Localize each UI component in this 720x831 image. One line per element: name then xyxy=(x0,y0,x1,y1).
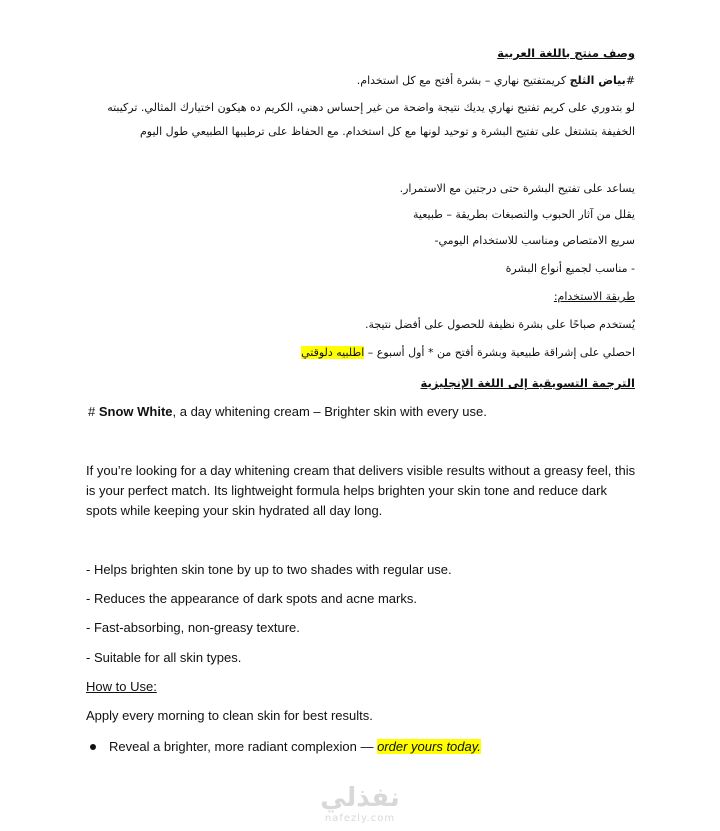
arabic-heading: وصف منتج باللغة العربية xyxy=(497,46,635,60)
english-product-name: Snow White xyxy=(98,404,173,419)
watermark-arabic: نفذلي xyxy=(320,783,400,813)
watermark-logo xyxy=(0,783,720,825)
english-intro: If you’re looking for a day whitening cream that delivers visible results without a greasy feel, this is your perfect match. Its lightweight formula helps brighten your skin tone and reduce dark spots while keeping your skin hydrated all day long. xyxy=(86,463,636,518)
english-title xyxy=(88,402,640,422)
english-title-rest: , a day whitening cream – Brighter skin with every use. xyxy=(172,404,487,419)
arabic-usage-heading: طريقة الاستخدام: xyxy=(553,290,635,303)
arabic-benefit-2: يقلل من آثار الحبوب والتصبغات بطريقة – طبيعية xyxy=(413,208,635,221)
english-benefit-4: - Suitable for all skin types. xyxy=(86,650,242,665)
english-usage-text: Apply every morning to clean skin for best results. xyxy=(86,708,373,723)
english-usage-heading: How to Use: xyxy=(86,679,157,694)
english-cta-highlight: order yours today. xyxy=(377,739,481,754)
arabic-tagline-rest: كريمتفتيح نهاري – بشرة أفتح مع كل استخدام. xyxy=(356,74,570,87)
arabic-product-name: بياض الثلج xyxy=(569,74,626,87)
arabic-benefit-4: - مناسب لجميع أنواع البشرة xyxy=(505,262,635,275)
translation-heading: الترجمة التسويقية إلى اللغة الإنجليزية xyxy=(420,376,635,390)
arabic-tagline-hash: # xyxy=(625,74,635,87)
english-cta xyxy=(109,737,661,757)
arabic-usage-text: يُستخدم صباحًا على بشرة نظيفة للحصول على أفضل نتيجة. xyxy=(364,318,635,331)
arabic-benefit-3: سريع الامتصاص ومناسب للاستخدام اليومي- xyxy=(434,234,635,247)
arabic-intro: لو بتدوري على كريم تفتيح نهاري يديك نتيجة واضحة من غير إحساس دهني، الكريم ده هيكون اختيارك المثالي. تركيبته الخفيفة بتشتغل على تفتيح البشرة و توحيد لونها مع كل استخدام. مع الحفاظ على ترطيبها الطبيعي طول اليوم xyxy=(107,101,635,138)
english-title-hash: # xyxy=(88,404,99,419)
english-benefit-1: - Helps brighten skin tone by up to two shades with regular use. xyxy=(86,562,452,577)
arabic-benefit-1: يساعد على تفتيح البشرة حتى درجتين مع الاستمرار. xyxy=(399,182,635,195)
arabic-tagline xyxy=(357,74,635,88)
arabic-cta xyxy=(301,346,635,360)
arabic-cta-highlight: اطلبيه دلوقتي xyxy=(301,346,365,359)
english-cta-text: Reveal a brighter, more radiant complexion — xyxy=(109,739,378,754)
watermark-latin: nafezly.com xyxy=(324,813,396,824)
bullet-icon xyxy=(90,744,96,750)
english-benefit-2: - Reduces the appearance of dark spots and acne marks. xyxy=(86,591,417,606)
arabic-cta-text: احصلي على إشراقة طبيعية وبشرة أفتح من * أول أسبوع – xyxy=(364,346,635,359)
english-benefit-3: - Fast-absorbing, non-greasy texture. xyxy=(86,620,300,635)
